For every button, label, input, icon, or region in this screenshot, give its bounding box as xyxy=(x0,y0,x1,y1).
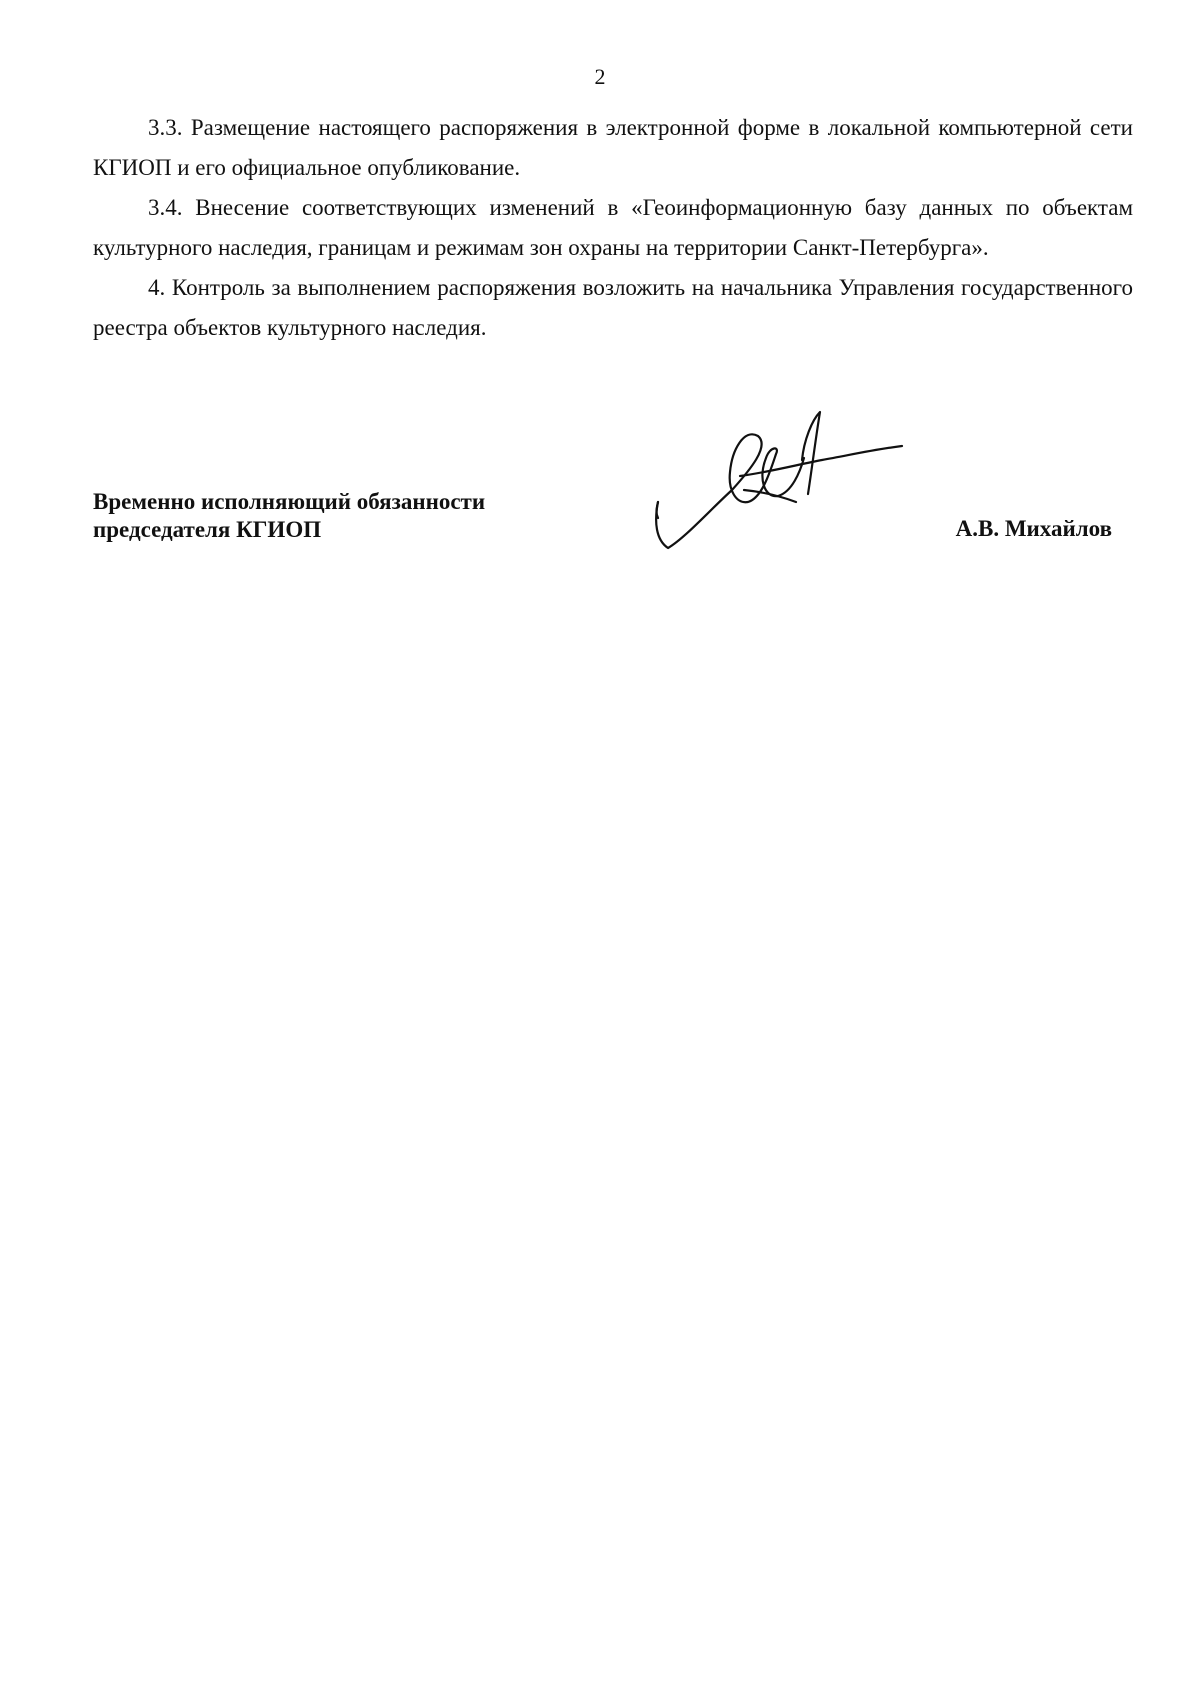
signatory-position-line2: председателя КГИОП xyxy=(93,517,322,542)
paragraph-3-3: 3.3. Размещение настоящего распоряжения в электронной форме в локальной компьютерной сети КГИОП и его официальное опубликование. xyxy=(93,115,1133,180)
page-number: 2 xyxy=(594,64,606,89)
signatory-name: А.В. Михайлов xyxy=(955,516,1112,541)
paragraph-3-4: 3.4. Внесение соответствующих изменений в «Геоинформационную базу данных по объектам культурного наследия, границам и режимам зон охраны на территории Санкт-Петербурга». xyxy=(93,195,1133,260)
signatory-position-line1: Временно исполняющий обязанности xyxy=(93,489,486,514)
paragraph-4: 4. Контроль за выполнением распоряжения возложить на начальника Управления государственного реестра объектов культурного наследия. xyxy=(93,275,1133,340)
handwritten-signature-icon xyxy=(640,410,930,580)
signatory-position xyxy=(93,488,485,544)
document-body xyxy=(93,108,1133,348)
